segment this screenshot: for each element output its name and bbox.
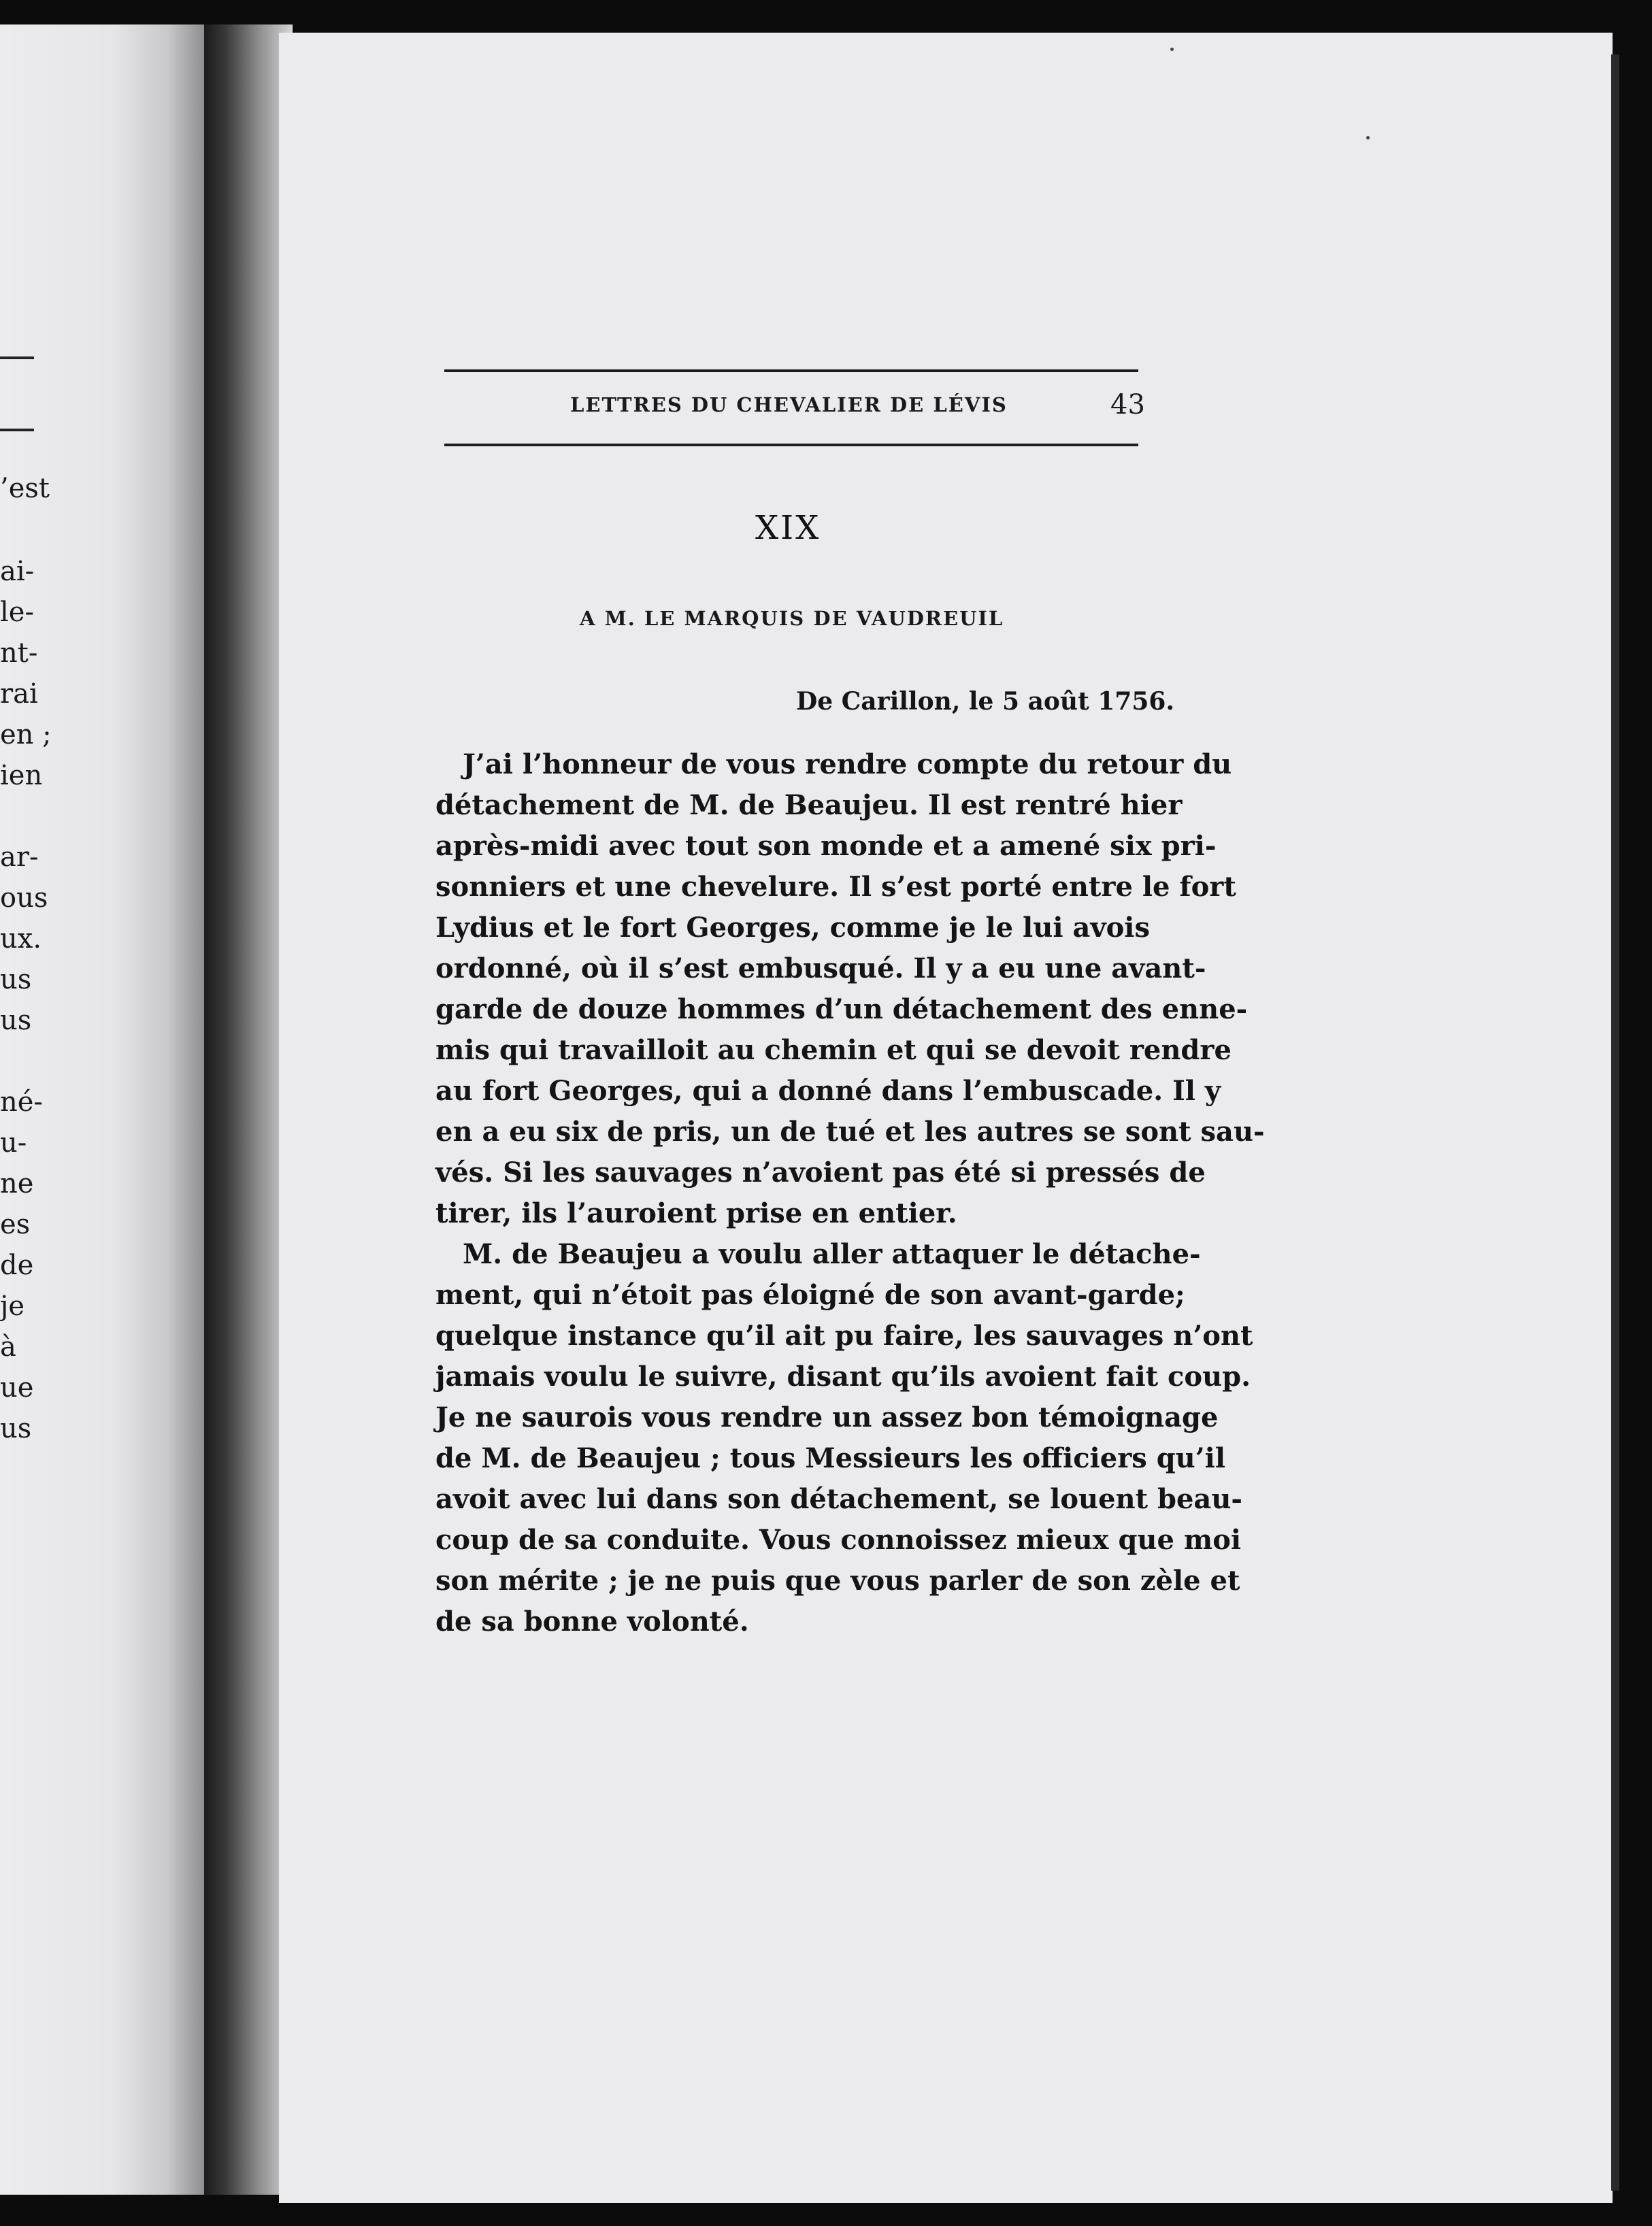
left-page-line: us <box>0 1005 32 1036</box>
scan-speck <box>1170 48 1174 51</box>
body-text-line: mis qui travailloit au chemin et qui se devoit rendre <box>435 1034 1232 1066</box>
left-page-rule-bottom <box>0 429 34 431</box>
letter-addressee: A M. LE MARQUIS DE VAUDREUIL <box>580 607 1004 630</box>
letter-number-heading: XIX <box>755 509 821 547</box>
left-page-line: ue <box>0 1372 34 1403</box>
body-text-line: détachement de M. de Beaujeu. Il est rentré hier <box>435 789 1183 821</box>
body-text-line: de M. de Beaujeu ; tous Messieurs les officiers qu’il <box>435 1442 1226 1474</box>
left-page-line: je <box>0 1291 25 1322</box>
body-text-line: sonniers et une chevelure. Il s’est porté entre le fort <box>435 871 1236 903</box>
left-page-line: ai- <box>0 556 35 587</box>
left-page-line: ne <box>0 1168 34 1199</box>
body-text-line: de sa bonne volonté. <box>435 1606 749 1638</box>
body-text-line: Je ne saurois vous rendre un assez bon témoignage <box>435 1401 1219 1433</box>
left-page-line: ’est <box>0 473 50 504</box>
left-page-line: u- <box>0 1127 27 1159</box>
body-text-line: garde de douze hommes d’un détachement des enne- <box>435 993 1248 1025</box>
body-text-line: J’ai l’honneur de vous rendre compte du retour du <box>463 748 1232 780</box>
body-text-line: avoit avec lui dans son détachement, se louent beau- <box>435 1483 1243 1515</box>
left-page-line: ux. <box>0 923 42 954</box>
left-page-line: nt- <box>0 637 38 669</box>
page-fore-edge <box>1611 54 1619 2191</box>
left-page-line: es <box>0 1209 31 1240</box>
scan-speck <box>1366 136 1370 139</box>
body-text-line: son mérite ; je ne puis que vous parler de son zèle et <box>435 1565 1240 1597</box>
body-text-line: en a eu six de pris, un de tué et les autres se sont sau- <box>435 1116 1265 1148</box>
header-rule-top <box>444 369 1138 372</box>
body-text-line: quelque instance qu’il ait pu faire, les sauvages n’ont <box>435 1320 1253 1352</box>
left-page-line: le- <box>0 597 34 628</box>
left-page-line: rai <box>0 678 38 710</box>
letter-dateline: De Carillon, le 5 août 1756. <box>796 687 1174 716</box>
body-text-line: coup de sa conduite. Vous connoissez mieux que moi <box>435 1524 1242 1556</box>
body-text-line: ment, qui n’étoit pas éloigné de son avant-garde; <box>435 1279 1185 1311</box>
left-page-line: né- <box>0 1086 43 1118</box>
body-text-line: M. de Beaujeu a voulu aller attaquer le détache- <box>463 1238 1201 1270</box>
left-page-line: à <box>0 1331 16 1363</box>
body-text-line: ordonné, où il s’est embusqué. Il y a eu une avant- <box>435 952 1206 984</box>
body-text-line: tirer, ils l’auroient prise en entier. <box>435 1197 957 1229</box>
body-text-line: après-midi avec tout son monde et a amené six pri- <box>435 830 1217 862</box>
left-facing-page <box>0 24 204 2195</box>
running-head-title: LETTRES DU CHEVALIER DE LÉVIS <box>570 393 1008 416</box>
page-number: 43 <box>1110 389 1145 420</box>
left-page-line: ous <box>0 882 48 914</box>
body-text-line: jamais voulu le suivre, disant qu’ils avoient fait coup. <box>435 1361 1251 1393</box>
left-page-rule-top <box>0 356 34 359</box>
left-page-line: de <box>0 1250 34 1281</box>
left-page-line: us <box>0 964 32 995</box>
left-page-line: us <box>0 1413 32 1444</box>
left-page-line: ar- <box>0 842 39 873</box>
left-page-line: en ; <box>0 719 52 750</box>
body-text-line: vés. Si les sauvages n’avoient pas été si pressés de <box>435 1157 1206 1189</box>
body-text-line: Lydius et le fort Georges, comme je le lui avois <box>435 912 1150 944</box>
left-page-line: ien <box>0 760 43 791</box>
body-text-line: au fort Georges, qui a donné dans l’embuscade. Il y <box>435 1075 1221 1107</box>
header-rule-bottom <box>444 444 1138 446</box>
